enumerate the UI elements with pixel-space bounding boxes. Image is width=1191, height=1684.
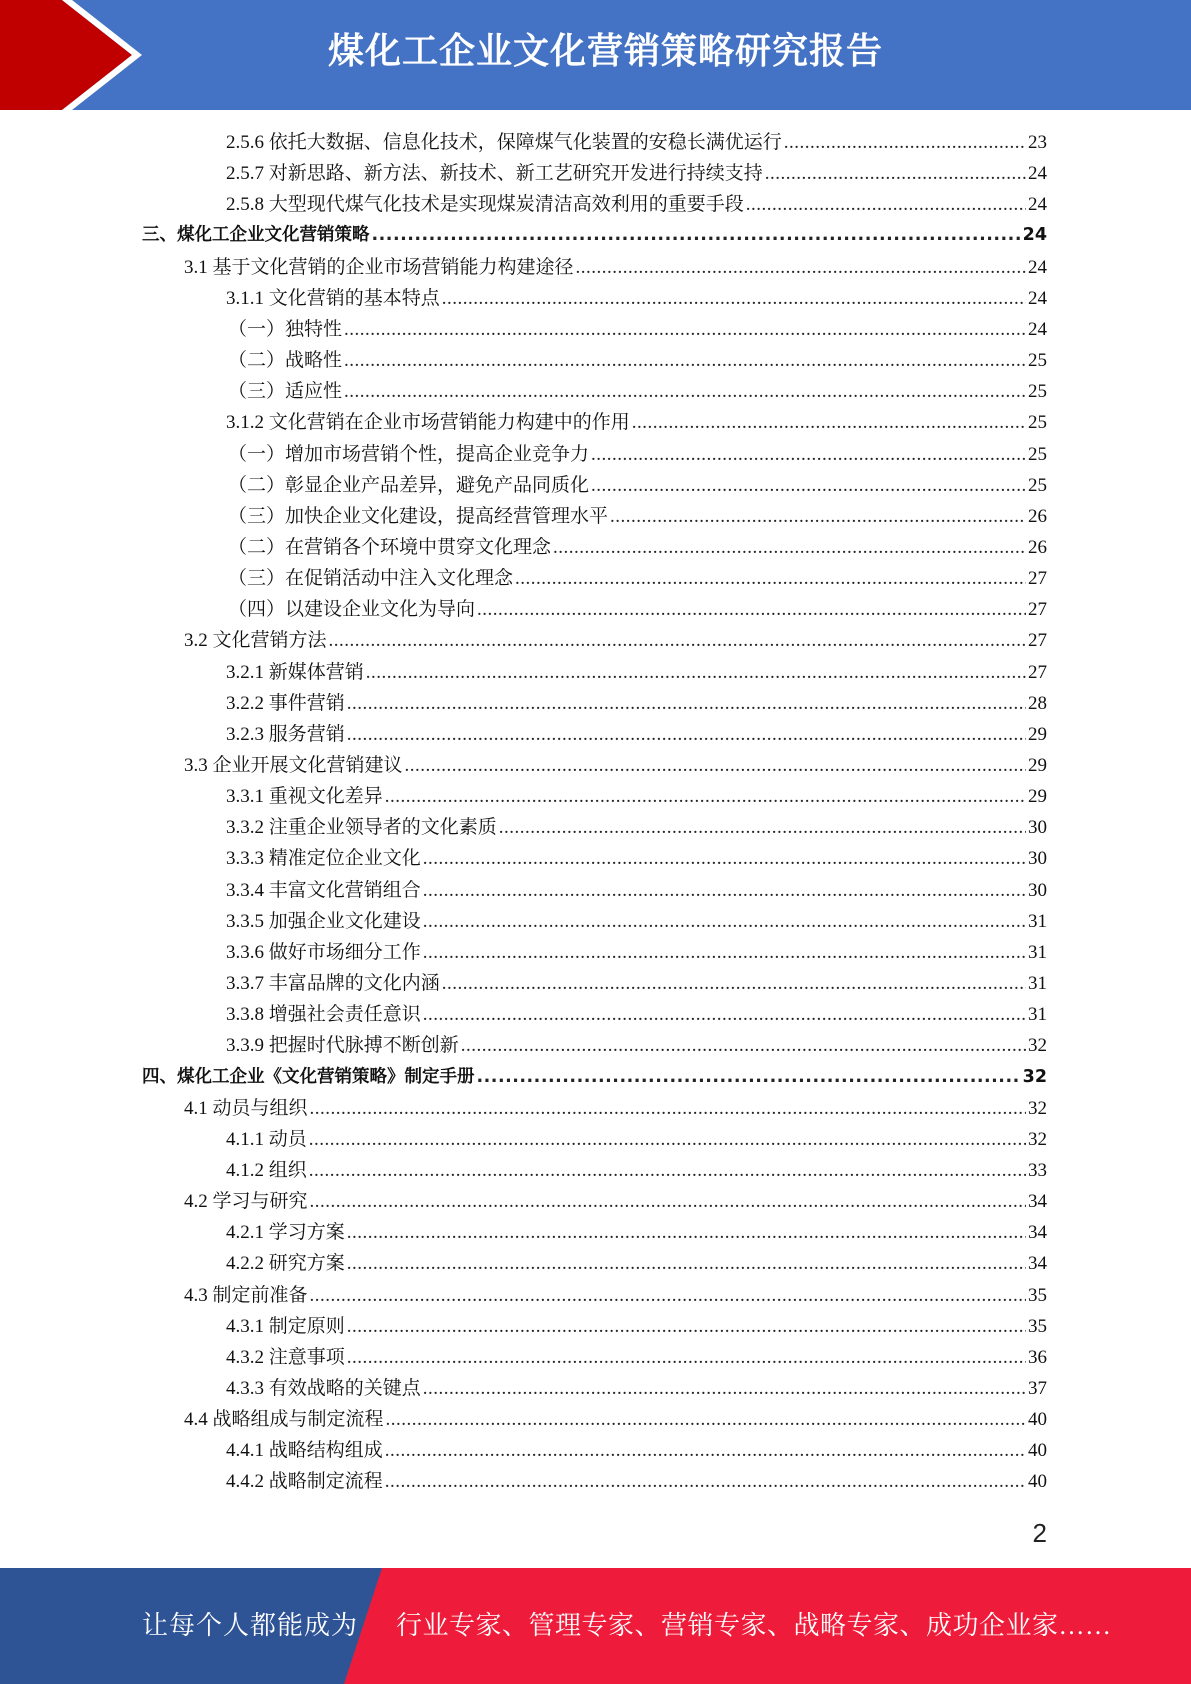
toc-dot-leader — [372, 220, 1021, 251]
toc-entry-page: 34 — [1028, 1253, 1047, 1275]
toc-entry-label: （三）加快企业文化建设，提高经营管理水平 — [228, 505, 609, 527]
toc-entry-label: 4.4.1 战略结构组成 — [226, 1440, 383, 1462]
toc-entry[interactable] — [184, 1280, 1047, 1311]
toc-entry-label: 三、煤化工企业文化营销策略 — [142, 225, 370, 246]
toc-entry-page: 35 — [1028, 1315, 1047, 1337]
toc-entry[interactable] — [142, 220, 1047, 251]
toc-dot-leader — [344, 345, 1026, 376]
toc-entry-page: 24 — [1028, 256, 1047, 278]
toc-entry-page: 24 — [1028, 318, 1047, 340]
toc-dot-leader — [632, 407, 1026, 438]
toc-entry-label: （三）在促销活动中注入文化理念 — [228, 568, 514, 590]
toc-dot-leader — [477, 594, 1026, 625]
toc-entry[interactable] — [228, 594, 1047, 625]
toc-entry-page: 27 — [1028, 630, 1047, 652]
toc-entry-label: 3.2 文化营销方法 — [184, 630, 327, 652]
toc-entry-page: 32 — [1028, 1097, 1047, 1119]
toc-entry-page: 40 — [1028, 1409, 1047, 1431]
toc-entry[interactable] — [226, 1466, 1047, 1497]
toc-entry[interactable] — [184, 1186, 1047, 1217]
toc-entry[interactable] — [226, 1435, 1047, 1466]
toc-entry-page: 26 — [1028, 536, 1047, 558]
toc-entry[interactable] — [226, 1124, 1047, 1155]
toc-dot-leader — [329, 625, 1026, 656]
toc-entry-page: 40 — [1028, 1471, 1047, 1493]
toc-entry[interactable] — [226, 1155, 1047, 1186]
toc-entry-page: 25 — [1028, 381, 1047, 403]
toc-entry-page: 35 — [1028, 1284, 1047, 1306]
toc-entry-page: 27 — [1028, 599, 1047, 621]
toc-entry-label: 3.3.9 把握时代脉搏不断创新 — [226, 1035, 459, 1057]
page-header — [0, 0, 1191, 110]
toc-entry-label: 3.3.6 做好市场细分工作 — [226, 941, 421, 963]
toc-entry-page: 34 — [1028, 1191, 1047, 1213]
toc-entry[interactable] — [228, 563, 1047, 594]
toc-entry[interactable] — [228, 439, 1047, 470]
toc-entry[interactable] — [228, 470, 1047, 501]
toc-entry[interactable] — [226, 688, 1047, 719]
toc-dot-leader — [765, 158, 1026, 189]
toc-entry-label: 4.3.2 注意事项 — [226, 1346, 345, 1368]
toc-entry-page: 31 — [1028, 1004, 1047, 1026]
toc-entry-page: 37 — [1028, 1378, 1047, 1399]
toc-entry-page: 25 — [1028, 412, 1047, 434]
toc-entry-page: 25 — [1028, 350, 1047, 372]
toc-entry[interactable] — [226, 283, 1047, 314]
toc-dot-leader — [442, 283, 1026, 314]
toc-entry[interactable] — [184, 252, 1047, 283]
toc-entry-page: 29 — [1028, 786, 1047, 808]
toc-entry[interactable] — [228, 532, 1047, 563]
toc-entry[interactable] — [226, 1217, 1047, 1248]
toc-dot-leader — [591, 439, 1026, 470]
toc-entry[interactable] — [226, 781, 1047, 812]
toc-entry-label: （一）增加市场营销个性，提高企业竞争力 — [228, 443, 590, 465]
toc-entry-label: （二）在营销各个环境中贯穿文化理念 — [228, 536, 552, 558]
toc-dot-leader — [309, 1155, 1026, 1186]
toc-dot-leader — [347, 719, 1026, 750]
toc-entry[interactable] — [226, 719, 1047, 750]
toc-dot-leader — [344, 376, 1026, 407]
toc-entry-page: 30 — [1028, 879, 1047, 901]
toc-entry-label: 3.3 企业开展文化营销建议 — [184, 755, 403, 776]
toc-entry-label: 3.3.2 注重企业领导者的文化素质 — [226, 817, 497, 839]
toc-dot-leader — [746, 189, 1026, 220]
toc-entry[interactable] — [228, 345, 1047, 376]
toc-entry-label: 4.2.2 研究方案 — [226, 1253, 345, 1275]
toc-entry[interactable] — [226, 1030, 1047, 1061]
toc-dot-leader — [553, 532, 1026, 563]
document-title: 煤化工企业文化营销策略研究报告 — [327, 31, 883, 72]
toc-entry-page: 27 — [1028, 568, 1047, 590]
toc-entry-label: 3.3.1 重视文化差异 — [226, 786, 383, 808]
page-number: 2 — [1032, 1518, 1047, 1548]
toc-dot-leader — [347, 688, 1026, 719]
toc-dot-leader — [385, 1435, 1026, 1466]
toc-dot-leader — [347, 1342, 1026, 1373]
toc-entry-label: 3.3.3 精准定位企业文化 — [226, 848, 421, 870]
toc-entry[interactable] — [228, 501, 1047, 532]
toc-entry-page: 25 — [1028, 474, 1047, 496]
toc-dot-leader — [461, 1030, 1026, 1061]
toc-entry-label: 3.1.1 文化营销的基本特点 — [226, 287, 440, 309]
toc-entry-page: 32 — [1028, 1128, 1047, 1150]
toc-entry-page: 24 — [1028, 163, 1047, 185]
toc-entry[interactable] — [184, 750, 1047, 781]
toc-entry-label: 4.1 动员与组织 — [184, 1097, 308, 1119]
toc-entry-page: 25 — [1028, 443, 1047, 465]
toc-entry-label: （三）适应性 — [228, 381, 343, 403]
toc-dot-leader — [347, 1248, 1026, 1279]
toc-dot-leader — [385, 781, 1026, 812]
toc-dot-leader — [423, 843, 1026, 874]
toc-entry-label: （四）以建设企业文化为导向 — [228, 599, 476, 621]
toc-entry[interactable] — [226, 937, 1047, 968]
toc-entry-label: 2.5.7 对新思路、新方法、新技术、新工艺研究开发进行持续支持 — [226, 163, 763, 185]
toc-entry[interactable] — [226, 843, 1047, 874]
toc-dot-leader — [405, 750, 1026, 781]
toc-entry[interactable] — [142, 1062, 1047, 1093]
toc-entry-page: 32 — [1022, 1066, 1047, 1087]
toc-entry-page: 30 — [1028, 848, 1047, 870]
toc-entry[interactable] — [228, 376, 1047, 407]
toc-entry-label: 3.2.1 新媒体营销 — [226, 661, 364, 683]
toc-entry-page: 34 — [1028, 1222, 1047, 1244]
toc-entry-label: 4.4.2 战略制定流程 — [226, 1471, 383, 1493]
toc-entry-page: 31 — [1028, 973, 1047, 995]
toc-entry-page: 28 — [1028, 692, 1047, 714]
toc-entry[interactable] — [226, 1311, 1047, 1342]
toc-entry[interactable] — [226, 1342, 1047, 1373]
toc-dot-leader — [366, 657, 1026, 688]
toc-entry-label: 3.3.7 丰富品牌的文化内涵 — [226, 973, 440, 995]
toc-entry-page: 31 — [1028, 910, 1047, 932]
toc-entry[interactable] — [226, 657, 1047, 688]
toc-dot-leader — [423, 875, 1026, 906]
toc-dot-leader — [310, 1093, 1026, 1124]
toc-entry-label: 3.1 基于文化营销的企业市场营销能力构建途径 — [184, 256, 574, 278]
toc-dot-leader — [515, 563, 1026, 594]
toc-entry[interactable] — [226, 999, 1047, 1030]
toc-dot-leader — [310, 1280, 1026, 1311]
toc-entry-label: 3.3.8 增强社会责任意识 — [226, 1004, 421, 1026]
toc-dot-leader — [423, 1373, 1026, 1404]
toc-dot-leader — [610, 501, 1026, 532]
toc-entry-label: 4.4 战略组成与制定流程 — [184, 1409, 384, 1431]
toc-dot-leader — [310, 1186, 1026, 1217]
toc-entry-label: 四、煤化工企业《文化营销策略》制定手册 — [142, 1066, 475, 1087]
toc-entry[interactable] — [226, 1248, 1047, 1279]
toc-entry-page: 29 — [1028, 755, 1047, 776]
toc-entry-label: 2.5.6 依托大数据、信息化技术，保障煤气化装置的安稳长满优运行 — [226, 132, 782, 153]
toc-dot-leader — [309, 1124, 1026, 1155]
toc-dot-leader — [423, 999, 1026, 1030]
toc-entry[interactable] — [226, 127, 1047, 158]
toc-dot-leader — [442, 968, 1026, 999]
toc-entry-page: 30 — [1028, 817, 1047, 839]
toc-entry[interactable] — [226, 407, 1047, 438]
toc-dot-leader — [784, 127, 1026, 158]
toc-entry-label: 4.3.1 制定原则 — [226, 1315, 345, 1337]
toc-entry[interactable] — [226, 906, 1047, 937]
toc-dot-leader — [386, 1404, 1026, 1435]
toc-entry[interactable] — [226, 189, 1047, 220]
toc-entry-page: 27 — [1028, 661, 1047, 683]
toc-entry-page: 24 — [1028, 194, 1047, 216]
toc-entry-label: 4.3 制定前准备 — [184, 1284, 308, 1306]
toc-entry-page: 31 — [1028, 941, 1047, 963]
toc-dot-leader — [344, 314, 1026, 345]
toc-entry-page: 24 — [1022, 225, 1047, 246]
toc-entry[interactable] — [226, 1373, 1047, 1404]
toc-dot-leader — [347, 1217, 1026, 1248]
toc-entry[interactable] — [184, 625, 1047, 656]
toc-entry-label: 4.2 学习与研究 — [184, 1191, 308, 1213]
toc-dot-leader — [423, 906, 1026, 937]
toc-entry[interactable] — [184, 1404, 1047, 1435]
toc-entry-label: 3.3.5 加强企业文化建设 — [226, 910, 421, 932]
footer-slogan-left: 让每个人都能成为 — [142, 1611, 359, 1640]
toc-entry-page: 29 — [1028, 723, 1047, 745]
toc-entry-label: （一）独特性 — [228, 318, 343, 340]
toc-dot-leader — [477, 1062, 1021, 1093]
toc-entry-page: 32 — [1028, 1035, 1047, 1057]
toc-entry-page: 23 — [1028, 132, 1047, 153]
toc-dot-leader — [347, 1311, 1026, 1342]
toc-entry-label: 4.2.1 学习方案 — [226, 1222, 345, 1244]
toc-entry-label: 4.1.2 组织 — [226, 1159, 307, 1181]
toc-entry-label: （二）彰显企业产品差异，避免产品同质化 — [228, 474, 590, 496]
toc-entry[interactable] — [226, 875, 1047, 906]
toc-entry-label: （二）战略性 — [228, 350, 343, 372]
toc-dot-leader — [499, 812, 1026, 843]
toc-dot-leader — [423, 937, 1026, 968]
footer-slogan-right: 行业专家、管理专家、营销专家、战略专家、成功企业家…… — [396, 1611, 1112, 1640]
toc-entry[interactable] — [226, 158, 1047, 189]
toc-dot-leader — [385, 1466, 1026, 1497]
toc-entry-label: 3.1.2 文化营销在企业市场营销能力构建中的作用 — [226, 412, 630, 434]
toc-entry-label: 2.5.8 大型现代煤气化技术是实现煤炭清洁高效利用的重要手段 — [226, 194, 744, 216]
toc-entry-page: 36 — [1028, 1346, 1047, 1368]
toc-entry-page: 40 — [1028, 1440, 1047, 1462]
toc-entry-label: 3.2.3 服务营销 — [226, 723, 345, 745]
toc-entry-page: 24 — [1028, 287, 1047, 309]
toc-entry[interactable] — [226, 968, 1047, 999]
toc-entry-label: 3.3.4 丰富文化营销组合 — [226, 879, 421, 901]
page-footer — [0, 1568, 1191, 1684]
toc-dot-leader — [591, 470, 1026, 501]
toc-entry[interactable] — [226, 812, 1047, 843]
toc-entry-page: 26 — [1028, 505, 1047, 527]
toc-entry-label: 4.1.1 动员 — [226, 1128, 307, 1150]
toc-entry[interactable] — [184, 1093, 1047, 1124]
toc-entry[interactable] — [228, 314, 1047, 345]
toc-entry-label: 3.2.2 事件营销 — [226, 692, 345, 714]
toc-entry-label: 4.3.3 有效战略的关键点 — [226, 1378, 421, 1399]
toc-entry-page: 33 — [1028, 1159, 1047, 1181]
toc-dot-leader — [576, 252, 1026, 283]
